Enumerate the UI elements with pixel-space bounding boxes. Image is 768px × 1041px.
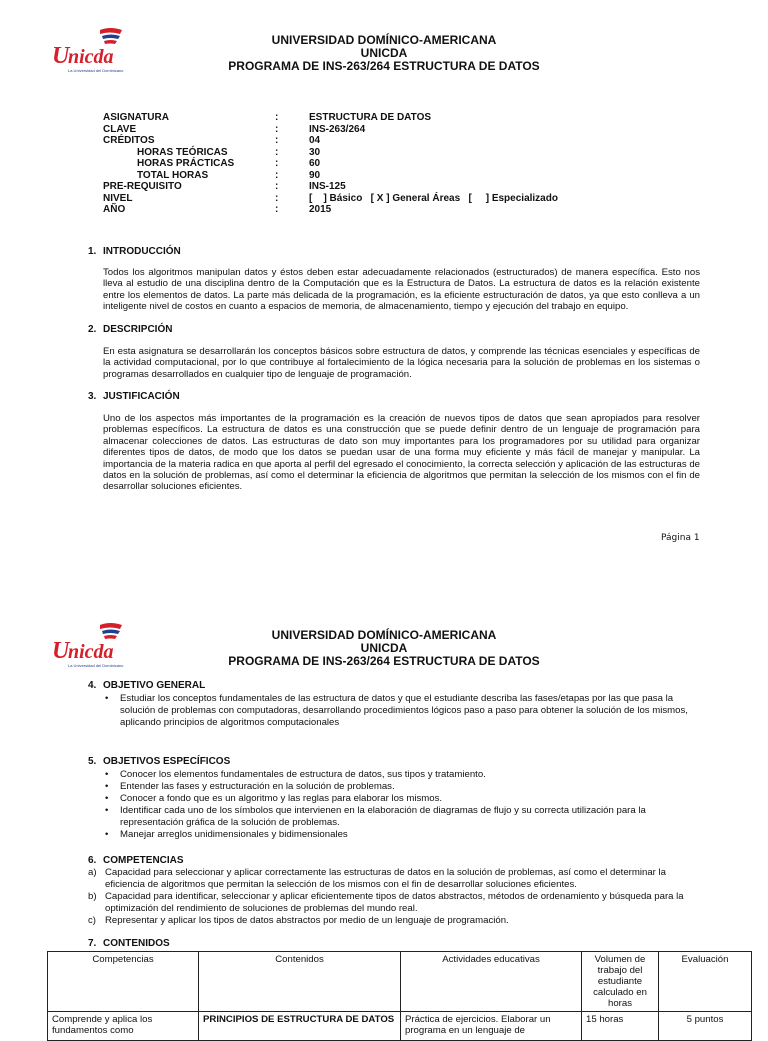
university-name: UNIVERSIDAD DOMÍNICO-AMERICANA	[271, 33, 497, 47]
svg-text:U: U	[52, 638, 70, 664]
svg-text:La Universidad del Dominicano: La Universidad del Dominicano	[68, 68, 124, 73]
competencies-list	[88, 867, 703, 927]
section-number: 4.	[88, 680, 97, 691]
section-number: 5.	[88, 756, 97, 767]
section-title: INTRODUCCIÓN	[103, 246, 181, 257]
section-title: CONTENIDOS	[103, 938, 170, 949]
list-item	[88, 915, 703, 927]
section-heading	[88, 324, 172, 335]
section-title: COMPETENCIAS	[103, 855, 184, 866]
section-number: 6.	[88, 855, 97, 866]
section-number: 1.	[88, 246, 97, 257]
list-marker: a)	[88, 867, 97, 878]
table-header-row	[48, 952, 752, 1012]
meta-value: INS-125	[309, 181, 346, 192]
meta-label: HORAS PRÁCTICAS	[137, 158, 235, 169]
meta-label: CRÉDITOS	[103, 135, 155, 146]
section-heading	[88, 391, 180, 402]
meta-sep: :	[275, 146, 279, 158]
section-number: 2.	[88, 324, 97, 335]
meta-value: 30	[309, 146, 321, 158]
svg-text:nicda: nicda	[68, 641, 114, 663]
program-title: PROGRAMA DE INS-263/264 ESTRUCTURA DE DATOS	[228, 654, 540, 668]
specific-objectives-list	[90, 769, 690, 841]
section-number: 7.	[88, 938, 97, 949]
university-acronym: UNICDA	[360, 46, 408, 60]
meta-value: 60	[309, 158, 321, 169]
list-marker: c)	[88, 915, 96, 926]
list-text: Representar y aplicar los tipos de datos abstractos por medio de un lenguaje de programación.	[105, 915, 509, 926]
section-title: OBJETIVO GENERAL	[103, 680, 206, 691]
meta-sep: :	[275, 169, 279, 181]
section-heading	[88, 938, 170, 949]
section-heading	[88, 756, 230, 767]
course-info	[103, 112, 558, 216]
svg-text:U: U	[52, 43, 70, 69]
section-text: Todos los algoritmos manipulan datos y éstos deben estar adecuadamente relacionados (estructurados) de manera específica. Esto nos lleva al estudio de una disciplina dentro de la Computación que es la Estructura de Datos. La estructura de datos es la relación existente entre los elementos de datos. La parte más delicada de la programación, es la eficiente estructuración de datos, ya que esto conlleva a un inteligente nivel de costos en cuanto a espacios de memoria, de almacenamiento, tiempo y ejecución del trabajo en equipo.	[103, 267, 700, 313]
meta-label: CLAVE	[103, 123, 137, 135]
section-number: 3.	[88, 391, 97, 402]
university-acronym: UNICDA	[360, 641, 408, 655]
table-header: Competencias	[48, 952, 199, 1012]
section-heading	[88, 855, 184, 866]
table-cell: Comprende y aplica los fundamentos como	[48, 1012, 199, 1041]
list-item	[88, 891, 703, 915]
program-title: PROGRAMA DE INS-263/264 ESTRUCTURA DE DATOS	[228, 59, 540, 73]
meta-sep: :	[275, 181, 279, 192]
list-item: • Entender las fases y estructuración en la solución de problemas.	[90, 781, 690, 793]
list-text: Capacidad para seleccionar y aplicar correctamente las estructuras de datos en la solución de problemas, así como el determinar la eficiencia de algoritmos que permitan la selección de los mismos con el fin de desarrollar soluciones eficientes.	[105, 867, 666, 890]
contents-table	[47, 951, 752, 1041]
meta-sep: :	[275, 158, 279, 169]
meta-label: PRE-REQUISITO	[103, 181, 182, 192]
meta-label: TOTAL HORAS	[137, 169, 209, 181]
list-item: • Identificar cada uno de los símbolos que intervienen en la elaboración de diagramas de flujo y su correcta utilización para la representación gráfica de la solución de problemas.	[90, 805, 690, 829]
meta-value: 04	[309, 135, 321, 146]
meta-label: ASIGNATURA	[103, 112, 169, 123]
meta-label: HORAS TEÓRICAS	[137, 146, 228, 158]
page-number: Página 1	[661, 533, 700, 543]
section-heading	[88, 246, 181, 257]
section-text: Uno de los aspectos más importantes de la programación es la creación de nuevos tipos de datos que sean apropiados para resolver problemas específicos. La estructura de datos es una construcción que se puede definir dentro de un lenguaje de programación para almacenar colecciones de datos. Las estructuras de dato son muy importantes para los programadores por su utilidad para organizar diferentes tipos de datos, de modo que los datos se puedan usar de una forma muy eficiente y más fácil de manejar y manipular. La importancia de la materia radica en que aporta al perfil del egresado el conocimiento, la correcta selección y aplicación de las estructuras de datos en la solución de problemas, así como el determinar la eficiencia de algoritmos que permitan la selección de los mismos con el fin de desarrollar soluciones eficientes.	[103, 413, 700, 493]
section-title: JUSTIFICACIÓN	[103, 391, 180, 402]
table-cell: PRINCIPIOS DE ESTRUCTURA DE DATOS	[199, 1012, 401, 1041]
section-title: OBJETIVOS ESPECÍFICOS	[103, 756, 231, 767]
general-objective-list	[90, 693, 702, 729]
list-text: Capacidad para identificar, seleccionar y aplicar eficientemente tipos de datos abstractos, métodos de ordenamiento y búsqueda para la optimización del rendimiento de soluciones de problemas del mundo real.	[105, 891, 684, 914]
meta-label: AÑO	[103, 204, 126, 215]
svg-text:La Universidad del Dominicano: La Universidad del Dominicano	[68, 663, 124, 668]
university-name: UNIVERSIDAD DOMÍNICO-AMERICANA	[271, 628, 497, 642]
meta-sep: :	[275, 112, 279, 123]
meta-value: 2015	[309, 204, 332, 215]
list-item: • Manejar arreglos unidimensionales y bidimensionales	[90, 829, 690, 841]
table-cell: Práctica de ejercicios. Elaborar un programa en un lenguaje de	[401, 1012, 582, 1041]
table-header: Contenidos	[199, 952, 401, 1012]
meta-sep: :	[275, 135, 279, 146]
svg-text:nicda: nicda	[68, 46, 114, 68]
table-cell: 15 horas	[582, 1012, 659, 1041]
meta-value: 90	[309, 169, 321, 181]
list-item: • Conocer los elementos fundamentales de estructura de datos, sus tipos y tratamiento.	[90, 769, 690, 781]
table-cell: 5 puntos	[659, 1012, 752, 1041]
list-item: • Estudiar los conceptos fundamentales de las estructura de datos y que el estudiante describa las fases/etapas por las que pasa la solución de problemas con computadoras, desarrollando procedimientos lógicos paso a paso para obtener la solución de los mismos, aplicando principios de algoritmos computacionales	[90, 693, 702, 729]
section-title: DESCRIPCIÓN	[103, 324, 173, 335]
section-heading	[88, 680, 205, 691]
section-text: En esta asignatura se desarrollarán los conceptos básicos sobre estructura de datos, y comprende las técnicas esenciales y específicas de la actividad computacional, por lo que contribuye al fortalecimiento de la lógica necesaria para la solución de problemas en los sistemas o programas desarrollados en cualquier tipo de lenguaje de programación.	[103, 346, 700, 380]
meta-value: ESTRUCTURA DE DATOS	[309, 112, 432, 123]
list-item: • Conocer a fondo que es un algoritmo y las reglas para elaborar los mismos.	[90, 793, 690, 805]
meta-sep: :	[275, 192, 279, 204]
table-header: Evaluación	[659, 952, 752, 1012]
meta-label: NIVEL	[103, 192, 133, 204]
meta-value: [ ] Básico [ X ] General Áreas [ ] Especializado	[309, 192, 558, 204]
table-header: Actividades educativas	[401, 952, 582, 1012]
table-header: Volumen de trabajo del estudiante calculado en horas	[582, 952, 659, 1012]
list-marker: b)	[88, 891, 97, 902]
meta-sep: :	[275, 123, 279, 135]
meta-sep: :	[275, 204, 279, 215]
table-row	[48, 1012, 752, 1041]
meta-value: INS-263/264	[309, 123, 366, 135]
list-item	[88, 867, 703, 891]
